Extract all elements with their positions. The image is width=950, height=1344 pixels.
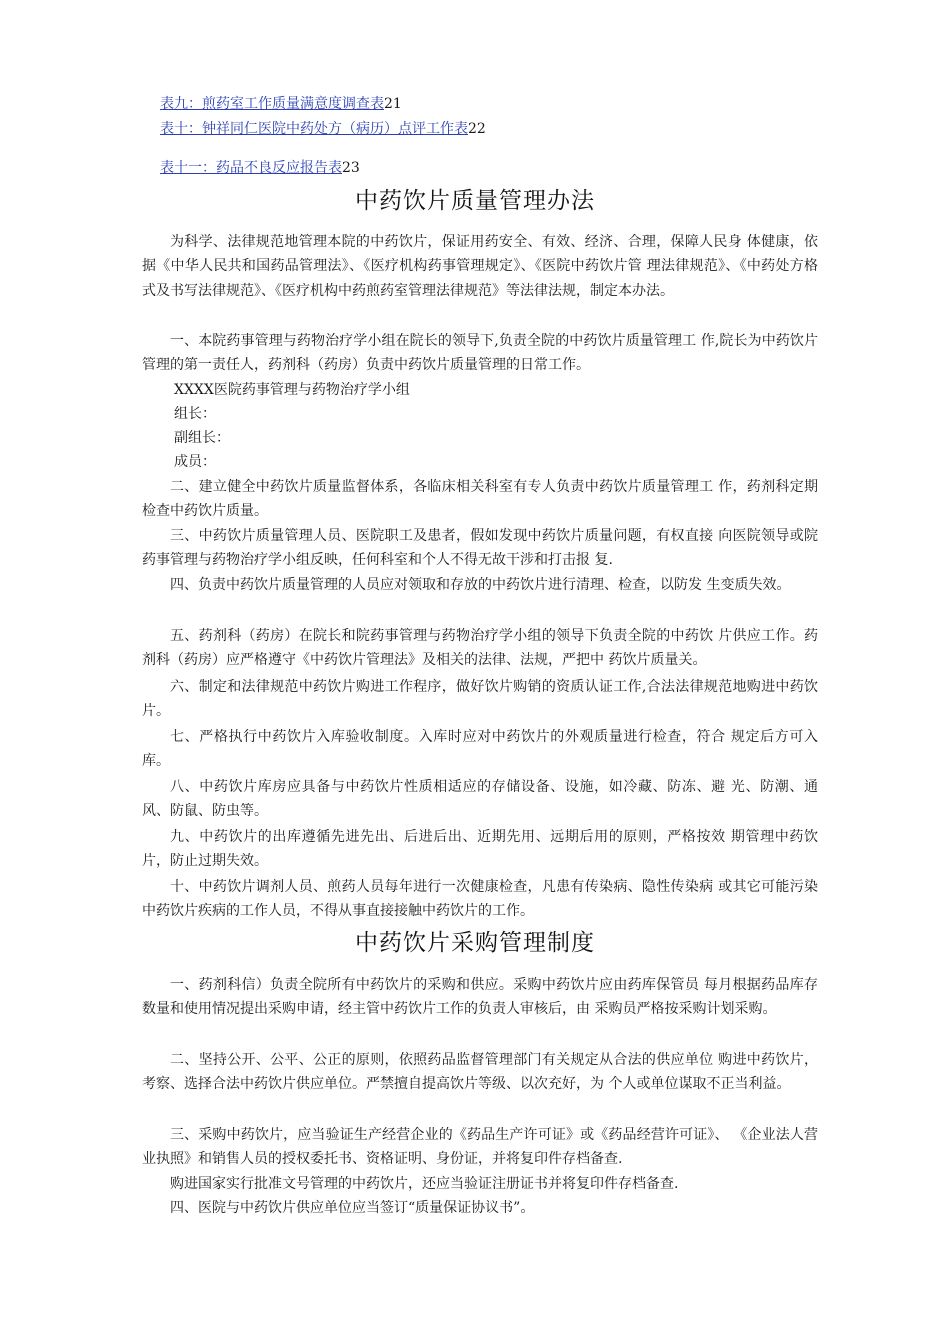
toc-item-table-10[interactable] <box>160 119 486 139</box>
toc-link[interactable]: 表十一：药品不良反应报告表 <box>160 160 342 176</box>
paragraph-10: 十、中药饮片调剂人员、煎药人员每年进行一次健康检查，凡患有传染病、隐性传染病 或其它可能污染中药饮片疾病的工作人员，不得从事直接接触中药饮片的工作。 <box>142 879 818 920</box>
paragraph-7: 七、严格执行中药饮片入库验收制度。入库时应对中药饮片的外观质量进行检查，符合 规定后方可入库。 <box>142 729 818 770</box>
toc-page-number: 22 <box>468 121 486 137</box>
group-leader: 组长： <box>174 406 216 422</box>
toc-page-number: 23 <box>342 160 360 176</box>
procurement-paragraph-5: 四、医院与中药饮片供应单位应当签订“质量保证协议书”。 <box>170 1200 535 1216</box>
section-title: 中药饮片采购管理制度 <box>355 930 595 956</box>
toc-link[interactable]: 表十：钟祥同仁医院中药处方（病历）点评工作表 <box>160 121 468 137</box>
procurement-paragraph-3: 三、采购中药饮片，应当验证生产经营企业的《药品生产许可证》或《药品经营许可证》、 《企业法人营业执照》和销售人员的授权委托书、资格证明、身份证，并将复印件存档备查. <box>142 1127 818 1168</box>
section-title: 中药饮片质量管理办法 <box>355 188 595 214</box>
paragraph-5: 五、药剂科（药房）在院长和院药事管理与药物治疗学小组的领导下负责全院的中药饮 片供应工作。药剂科（药房）应严格遵守《中药饮片管理法》及相关的法律、法规，严把中 药饮片质量关。 <box>142 628 818 669</box>
procurement-paragraph-2: 二、坚持公开、公平、公正的原则，依照药品监督管理部门有关规定从合法的供应单位 购进中药饮片，考察、选择合法中药饮片供应单位。严禁擅自提高饮片等级、以次充好，为 个人或单位谋取不正当利益。 <box>142 1052 818 1093</box>
paragraph-3: 三、中药饮片质量管理人员、医院职工及患者，假如发现中药饮片质量问题，有权直接 向医院领导或院药事管理与药物治疗学小组反映，任何科室和个人不得无故干涉和打击报 复. <box>142 528 818 569</box>
toc-item-table-11[interactable] <box>160 158 360 178</box>
procurement-paragraph-1: 一、药剂科信）负责全院所有中药饮片的采购和供应。采购中药饮片应由药库保管员 每月根据药品库存数量和使用情况提出采购申请，经主管中药饮片工作的负责人审核后，由 采购员严格按采购计划采购。 <box>142 977 818 1018</box>
toc-page-number: 21 <box>384 96 402 112</box>
procurement-paragraph-4: 购进国家实行批准文号管理的中药饮片，还应当验证注册证书并将复印件存档备查. <box>170 1176 679 1192</box>
paragraph-9: 九、中药饮片的出库遵循先进先出、后进后出、近期先用、远期后用的原则，严格按效 期管理中药饮片，防止过期失效。 <box>142 829 818 870</box>
group-vice-leader: 副组长： <box>174 430 230 446</box>
paragraph-6: 六、制定和法律规范中药饮片购进工作程序，做好饮片购销的资质认证工作,合法法律规范地购进中药饮片。 <box>142 679 818 720</box>
toc-item-table-9[interactable] <box>160 94 402 114</box>
paragraph-intro: 为科学、法律规范地管理本院的中药饮片，保证用药安全、有效、经济、合理，保障人民身 体健康，依据《中华人民共和国药品管理法》、《医疗机构药事管理规定》、《医院中药饮片管 理法律规范》、《中药处方格式及书写法律规范》、《医疗机构中药煎药室管理法律规范》等法律法规，制定本办法。 <box>142 234 818 299</box>
group-members: 成员： <box>174 454 216 470</box>
group-name: XXXX医院药事管理与药物治疗学小组 <box>174 382 410 398</box>
paragraph-1: 一、本院药事管理与药物治疗学小组在院长的领导下,负责全院的中药饮片质量管理工 作,院长为中药饮片管理的第一责任人，药剂科（药房）负责中药饮片质量管理的日常工作。 <box>142 333 818 374</box>
toc-link[interactable]: 表九：煎药室工作质量满意度调查表 <box>160 96 384 112</box>
paragraph-4: 四、负责中药饮片质量管理的人员应对领取和存放的中药饮片进行清理、检查，以防发 生变质失效。 <box>170 577 791 593</box>
paragraph-8: 八、中药饮片库房应具备与中药饮片性质相适应的存储设备、设施，如冷藏、防冻、避 光、防潮、通风、防鼠、防虫等。 <box>142 779 818 820</box>
paragraph-2: 二、建立健全中药饮片质量监督体系，各临床相关科室有专人负责中药饮片质量管理工 作，药剂科定期检查中药饮片质量。 <box>142 479 818 520</box>
